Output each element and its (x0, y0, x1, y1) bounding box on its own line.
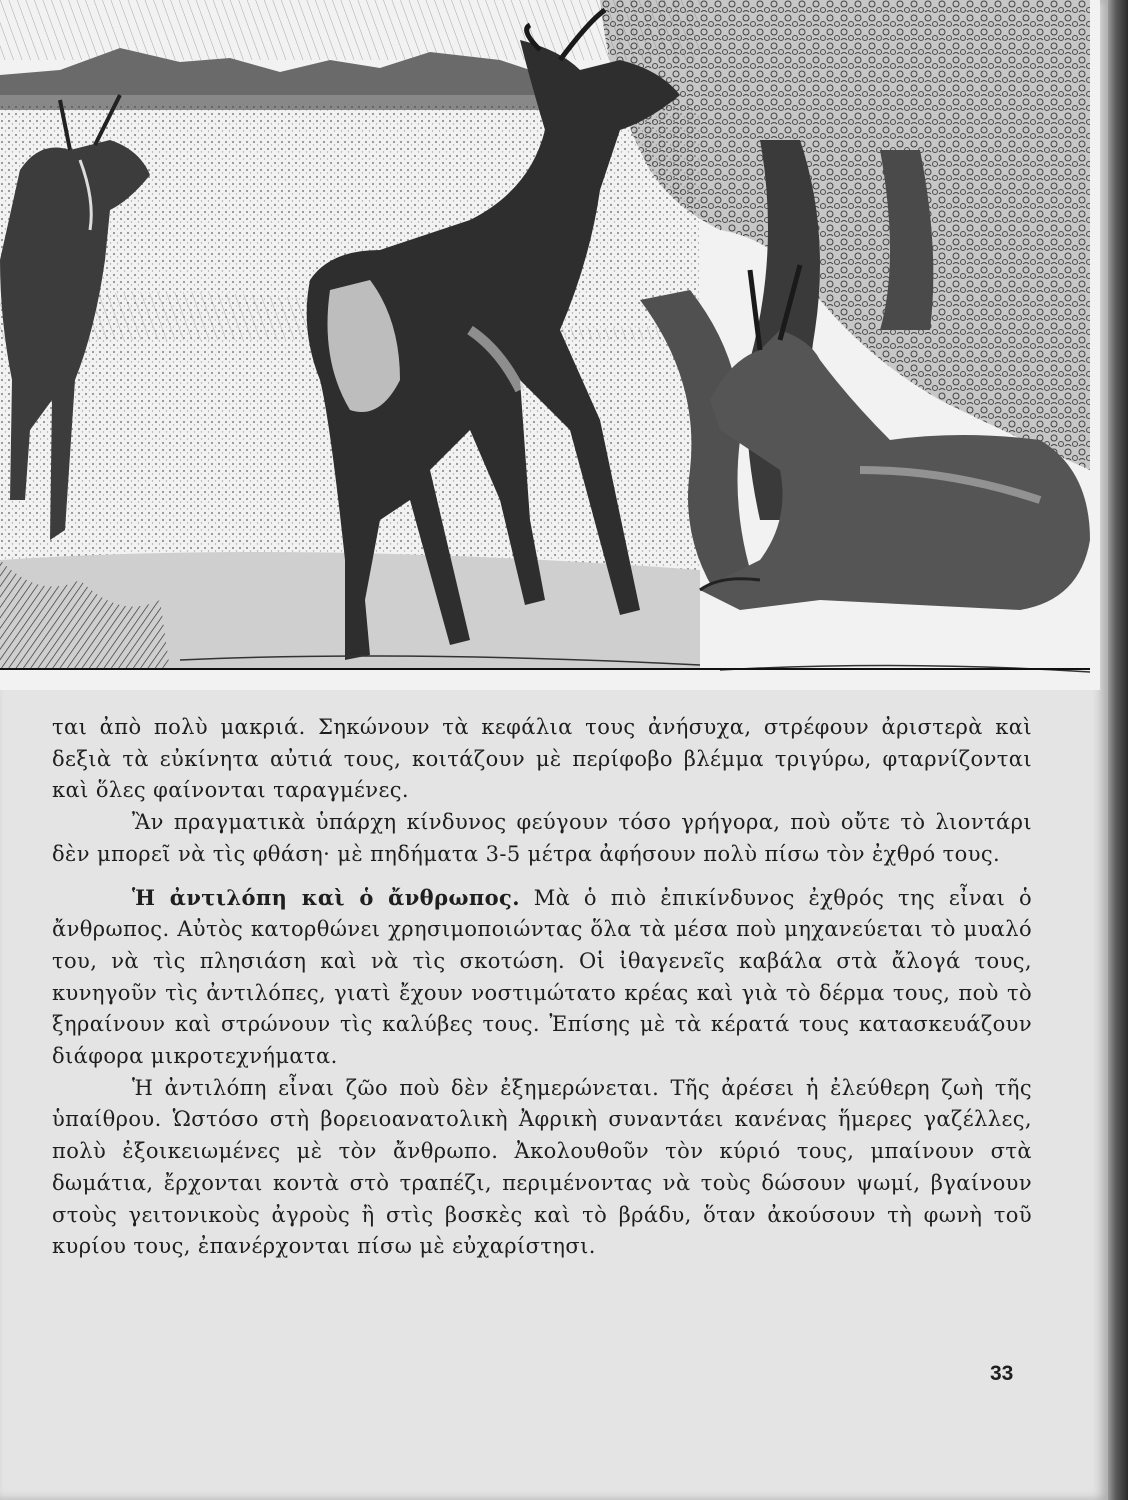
body-text (52, 712, 1032, 1263)
paragraph-continuation: ται ἀπὸ πολὺ μακριά. Σηκώνουν τὰ κεφάλια τους ἀνήσυχα, στρέφουν ἀριστερὰ καὶ δεξιὰ τὰ εὐκίνητα αὐτιά τους, κοιτάζουν μὲ περίφοβο βλέμμα τριγύρω, φταρνίζονται καὶ ὅλες φαίνονται ταραγμένες. (52, 715, 1032, 803)
section-heading-body: Μὰ ὁ πιὸ ἐπικίνδυνος ἐχθρός της εἶναι ὁ ἄνθρωπος. Αὐτὸς κατορθώνει χρησιμοποιώντας ὅλα τὰ μέσα ποὺ μηχανεύεται τὸ μυαλό του, νὰ τὶς πλησιάση καὶ νὰ τὶς σκοτώση. Οἱ ἰθαγενεῖς καβάλα στὰ ἄλογά τους, κυνηγοῦν τὶς ἀντιλόπες, γιατὶ ἔχουν νοστιμώτατο κρέας καὶ γιὰ τὸ δέρμα τους, ποὺ τὸ ξηραίνουν καὶ στρώνουν τὶς καλύβες τους. Ἐπίσης μὲ τὰ κέρατά τους κατασκευάζουν διάφορα μικροτεχνήματα. (52, 885, 1032, 1069)
antelope-engraving-illustration (0, 0, 1100, 690)
book-binding-edge (1108, 0, 1128, 1500)
paragraph-tame-gazelles: Ἡ ἀντιλόπη εἶναι ζῶο ποὺ δὲν ἐξημερώνεται. Τῆς ἀρέσει ἡ ἐλεύθερη ζωὴ τῆς ὑπαίθρου. Ὡστόσο στὴ βορειοανατολικὴ Ἀφρικὴ συναντάει κανένας ἥμερες γαζέλλες, πολὺ ἐξοικειωμένες μὲ τὸν ἄνθρωπο. Ἀκολουθοῦν τὸν κύριό τους, μπαίνουν στὰ δωμάτια, ἔρχονται κοντὰ στὸ τραπέζι, περιμένοντας νὰ τοὺς δώσουν ψωμί, βγαίνουν στοὺς γειτονικοὺς ἀγροὺς ἢ στὶς βοσκὲς καὶ τὸ βράδυ, ὅταν ἀκούσουν τὴ φωνὴ τοῦ κυρίου τους, ἐπανέρχονται πίσω μὲ εὐχαρίστησι. (52, 1075, 1032, 1259)
engraving-drawing (0, 0, 1100, 690)
paragraph-danger: Ἂν πραγματικὰ ὑπάρχη κίνδυνος φεύγουν τόσο γρήγορα, ποὺ οὔτε τὸ λιοντάρι δὲν μπορεῖ νὰ τὶς φθάση· μὲ πηδήματα 3-5 μέτρα ἀφήσουν πολὺ πίσω τὸν ἐχθρό τους. (52, 810, 1032, 866)
page-number: 33 (990, 1362, 1014, 1385)
paragraph-antelope-and-man (52, 882, 1032, 1073)
section-heading: Ἡ ἀντιλόπη καὶ ὁ ἄνθρωπος. (132, 884, 520, 910)
